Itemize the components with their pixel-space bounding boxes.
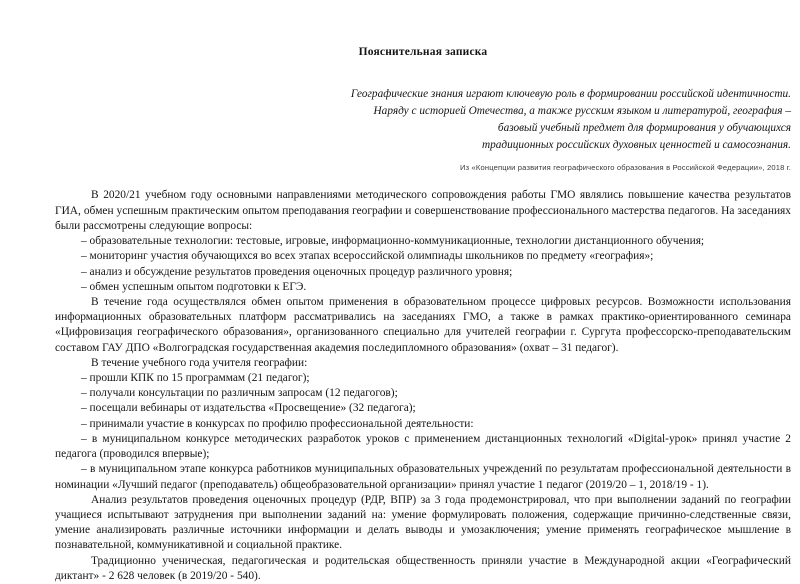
list-item: – обмен успешным опытом подготовки к ЕГЭ. — [81, 280, 307, 293]
list-item: – посещали вебинары от издательства «Просвещение» (32 педагога); — [81, 402, 416, 415]
page-title: Пояснительная записка — [358, 46, 488, 58]
body-paragraph: В течение учебного года учителя географии: — [91, 356, 308, 369]
body-paragraph: Анализ результатов проведения оценочных процедур (РДР, ВПР) за 3 года продемонстрировал, что при выполнении заданий по географии учащиеся испытывают затруднения при выполнении заданий на: умение формулировать положения, содержащие причинно-следственные связи, умение анализировать различные источники информации и делать выводы и умозаключения; умение применять географическое мышление в познавательной, коммуникативной и социальной практике. — [55, 493, 791, 552]
body-paragraph: Традиционно ученическая, педагогическая и родительская общественность приняли участие в Международной акции «Географический диктант» - 2 628 человек (в 2019/20 - 540). — [55, 554, 791, 582]
list-item: – в муниципальном этапе конкурса работников муниципальных образовательных учреждений по результатам профессиональной деятельности в номинации «Лучший педагог (преподаватель) общеобразовательной организации» принял участие 1 педагог (2019/20 – 1, 2018/19 - 1). — [55, 463, 791, 491]
list-item: – прошли КПК по 15 программам (21 педагог); — [81, 372, 310, 385]
epigraph-block — [55, 86, 791, 155]
list-item: – в муниципальном конкурсе методических разработок уроков с применением дистанционных технологий «Digital-урок» принял участие 2 педагога (проводился впервые); — [55, 432, 791, 461]
epigraph-source: Из «Концепции развития географического образования в Российской Федерации», 2018 г. — [460, 163, 791, 173]
document-body — [55, 188, 791, 584]
list-item: – мониторинг участия обучающихся во всех этапах всероссийской олимпиады школьников по предмету «география»; — [81, 250, 654, 263]
epigraph-line-2: Наряду с историей Отечества, а также русским языком и литературой, география – — [373, 104, 791, 117]
list-item: – получали консультации по различным запросам (12 педагогов); — [81, 387, 398, 400]
epigraph-line-3: базовый учебный предмет для формирования у обучающихся — [497, 122, 791, 135]
list-item: – образовательные технологии: тестовые, игровые, информационно-коммуникационные, технологии дистанционного обучения; — [81, 235, 705, 248]
body-paragraph: В течение года осуществлялся обмен опытом применения в образовательном процессе цифровых ресурсов. Возможности использования информационных образовательных платформ рассматривались на заседаниях ГМО, а также в рамках практико-ориентированного семинара «Цифровизация географического образования», организованного специально для учителей географии г. Сургута профессорско-преподавательским составом ГАУ ДПО «Волгоградская государственная академия последипломного образования» (охват – 31 педагог). — [55, 295, 791, 354]
document-content — [55, 0, 791, 584]
list-item: – анализ и обсуждение результатов проведения оценочных процедур различного уровня; — [81, 265, 513, 278]
epigraph-line-1: Географические знания играют ключевую роль в формировании российской идентичности. — [350, 87, 791, 100]
body-paragraph: В 2020/21 учебном году основными направлениями методического сопровождения работы ГМО являлись повышение качества результатов ГИА, обмен успешным практическим опытом преподавания географии и совершенствование профессионального мастерства педагогов. На заседаниях были рассмотрены следующие вопросы: — [55, 189, 791, 232]
list-item: – принимали участие в конкурсах по профилю профессиональной деятельности: — [81, 417, 474, 430]
epigraph-line-4: традиционных российских духовных ценностей и самосознания. — [481, 139, 791, 152]
